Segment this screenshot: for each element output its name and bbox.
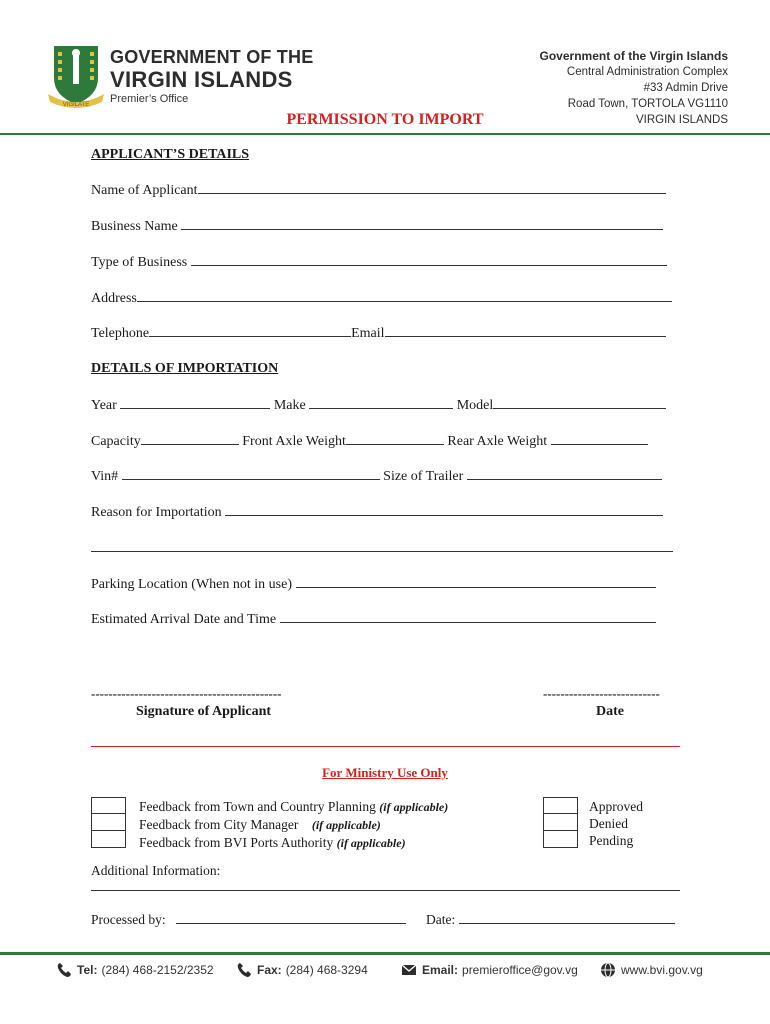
vin-line[interactable] xyxy=(122,468,380,480)
business-type-line[interactable] xyxy=(191,254,667,266)
phone-icon xyxy=(56,962,72,978)
address-line-input[interactable] xyxy=(137,290,672,302)
vin-label: Vin# xyxy=(91,469,119,484)
government-wordmark xyxy=(110,48,313,105)
vin-trailer-field[interactable] xyxy=(91,468,662,486)
feedback-item xyxy=(139,834,448,852)
gov-line-1: GOVERNMENT OF THE xyxy=(110,47,314,67)
status-pending: Pending xyxy=(589,833,634,848)
email-label-footer: Email: xyxy=(422,963,459,977)
envelope-icon xyxy=(401,962,417,978)
applicant-name-field[interactable] xyxy=(91,182,666,200)
status-checkboxes xyxy=(543,797,578,848)
address-line: Government of the Virgin Islands xyxy=(539,49,728,63)
make-label: Make xyxy=(273,398,306,413)
footer-web xyxy=(600,962,703,978)
status-checkbox-pending[interactable] xyxy=(543,831,578,848)
header-divider xyxy=(0,133,770,135)
processed-row[interactable] xyxy=(91,912,675,928)
address-field[interactable] xyxy=(91,290,672,308)
footer-fax xyxy=(236,962,368,978)
status-approved: Approved xyxy=(589,799,643,814)
fax-value: (284) 468-3294 xyxy=(285,963,368,977)
feedback-item xyxy=(139,798,448,816)
email-label: Email xyxy=(351,326,385,341)
parking-field[interactable] xyxy=(91,576,656,594)
footer-email xyxy=(401,962,578,978)
make-line[interactable] xyxy=(309,397,453,409)
fax-label: Fax: xyxy=(257,963,282,977)
feedback-text: Feedback from BVI Ports Authority xyxy=(139,835,334,850)
motto-text: VIGILATE xyxy=(62,102,90,108)
feedback-note: (if applicable) xyxy=(336,836,406,850)
address-line: VIRGIN ISLANDS xyxy=(635,114,728,126)
additional-info-label: Additional Information: xyxy=(91,863,221,878)
address-label: Address xyxy=(91,291,137,306)
reason-line-2[interactable] xyxy=(91,540,673,552)
reason-field[interactable] xyxy=(91,504,663,522)
year-label: Year xyxy=(91,398,117,413)
status-checkbox-approved[interactable] xyxy=(543,797,578,814)
web-value[interactable]: www.bvi.gov.vg xyxy=(621,963,703,977)
feedback-checkbox[interactable] xyxy=(91,797,126,814)
additional-info-field[interactable] xyxy=(91,879,680,895)
year-make-model-field[interactable] xyxy=(91,397,666,415)
front-axle-line[interactable] xyxy=(346,433,444,445)
arrival-field[interactable] xyxy=(91,611,656,629)
importation-heading: DETAILS OF IMPORTATION xyxy=(91,361,279,376)
parking-line[interactable] xyxy=(296,576,656,588)
telephone-line[interactable] xyxy=(149,325,351,337)
feedback-checkbox[interactable] xyxy=(91,814,126,831)
phone-icon xyxy=(236,962,252,978)
model-label: Model xyxy=(456,398,494,413)
reason-label: Reason for Importation xyxy=(91,505,222,520)
processed-by-label: Processed by: xyxy=(91,912,166,927)
feedback-text: Feedback from Town and Country Planning xyxy=(139,799,376,814)
footer-tel xyxy=(56,962,214,978)
document-title: PERMISSION TO IMPORT xyxy=(286,111,484,128)
business-name-line[interactable] xyxy=(181,218,663,230)
gov-line-2: VIRGIN ISLANDS xyxy=(110,67,293,92)
business-name-label: Business Name xyxy=(91,219,178,234)
document-title-wrap xyxy=(0,111,770,129)
signature-line[interactable]: -------------------------------------------- xyxy=(91,686,282,701)
email-line[interactable] xyxy=(385,325,666,337)
arrival-line[interactable] xyxy=(280,611,656,623)
reason-continued-field[interactable] xyxy=(91,540,673,558)
model-line[interactable] xyxy=(493,397,666,409)
ministry-divider xyxy=(91,746,680,747)
rear-axle-label: Rear Axle Weight xyxy=(447,434,548,449)
status-denied: Denied xyxy=(589,816,628,831)
ministry-heading: For Ministry Use Only xyxy=(322,765,448,780)
signature-label: Signature of Applicant xyxy=(136,704,272,719)
contact-footer xyxy=(0,962,770,982)
feedback-item xyxy=(139,816,448,834)
footer-divider xyxy=(0,952,770,955)
gov-line-3: Premier’s Office xyxy=(110,93,189,105)
applicant-name-label: Name of Applicant xyxy=(91,183,198,198)
capacity-label: Capacity xyxy=(91,434,141,449)
email-value[interactable]: premieroffice@gov.vg xyxy=(462,963,578,977)
feedback-list xyxy=(139,798,448,852)
business-type-field[interactable] xyxy=(91,254,667,272)
status-checkbox-denied[interactable] xyxy=(543,814,578,831)
trailer-size-line[interactable] xyxy=(467,468,662,480)
capacity-axle-field[interactable] xyxy=(91,433,648,451)
additional-info-line[interactable] xyxy=(91,879,680,891)
front-axle-label: Front Axle Weight xyxy=(242,434,346,449)
address-line: Central Administration Complex xyxy=(566,66,728,78)
processed-by-line[interactable] xyxy=(176,912,406,924)
business-type-label: Type of Business xyxy=(91,255,188,270)
globe-icon xyxy=(600,962,616,978)
processed-date-label: Date: xyxy=(426,912,456,927)
trailer-size-label: Size of Trailer xyxy=(383,469,464,484)
status-list xyxy=(589,798,643,849)
feedback-checkbox[interactable] xyxy=(91,831,126,848)
applicant-heading: APPLICANT’S DETAILS xyxy=(91,147,250,162)
date-label: Date xyxy=(596,704,624,719)
tel-value: (284) 468-2152/2352 xyxy=(101,963,214,977)
business-name-field[interactable] xyxy=(91,218,663,236)
date-line[interactable]: --------------------------- xyxy=(543,686,660,701)
feedback-note: (if applicable) xyxy=(311,818,381,832)
capacity-line[interactable] xyxy=(141,433,239,445)
feedback-checkboxes xyxy=(91,797,126,848)
rear-axle-line[interactable] xyxy=(551,433,648,445)
coat-of-arms-logo xyxy=(46,44,106,110)
arrival-label: Estimated Arrival Date and Time xyxy=(91,612,277,627)
processed-date-line[interactable] xyxy=(459,912,675,924)
applicant-name-line[interactable] xyxy=(198,182,666,194)
contact-field[interactable] xyxy=(91,325,666,343)
tel-label: Tel: xyxy=(77,963,98,977)
telephone-label: Telephone xyxy=(91,326,150,341)
address-line: Road Town, TORTOLA VG1110 xyxy=(567,98,728,110)
feedback-text: Feedback from City Manager xyxy=(139,817,299,832)
parking-label: Parking Location (When not in use) xyxy=(91,577,293,592)
year-line[interactable] xyxy=(120,397,270,409)
address-line: #33 Admin Drive xyxy=(643,82,728,94)
reason-line[interactable] xyxy=(225,504,663,516)
feedback-note: (if applicable) xyxy=(379,800,449,814)
